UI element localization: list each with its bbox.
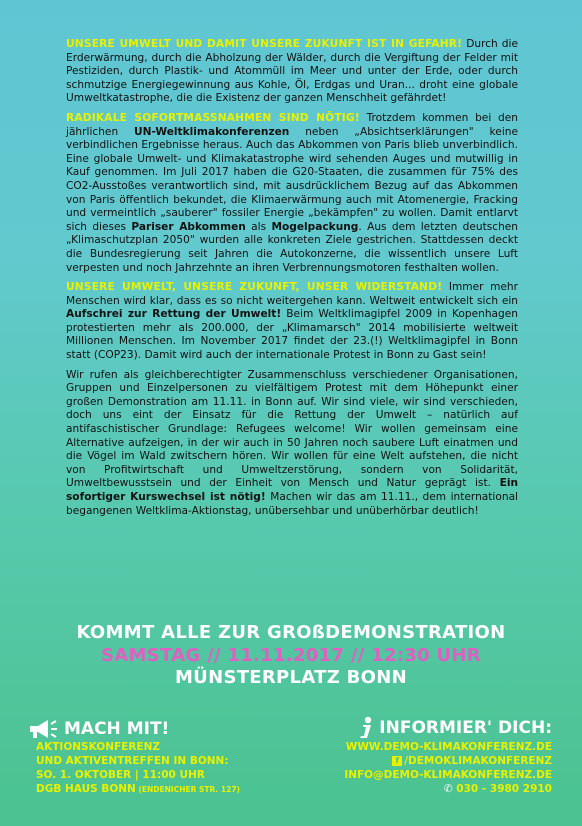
facebook-row[interactable] xyxy=(302,754,552,768)
paragraph-4 xyxy=(66,369,518,519)
headline-3: UNSERE UMWELT, UNSERE ZUKUNFT, UNSER WIDERSTAND! xyxy=(66,281,443,294)
paragraph-1-text: Durch die Erderwärmung, durch die Abholzung der Wälder, durch die Vergiftung der Felder mit Pestiziden, durch Plastik- und Atommüll im Meer und unter der Erde, oder durch schmutzige Energiegewinnung aus Kohle, Öl, Erdgas und Uran... droht eine globale Umweltkatastrophe, die die Existenz der ganzen Menschheit gefährdet! xyxy=(66,38,518,105)
website-link[interactable]: WWW.DEMO-KLIMAKONFERENZ.DE xyxy=(345,741,552,753)
p4-t2: Machen wir das am 11.11., dem international begangenen Weltklima-Aktionstag, unübersehbar und unüberhörbar deutlich! xyxy=(66,491,519,517)
mitmach-header xyxy=(28,718,288,740)
p2-t2: neben „Absichtserklärungen" keine verbindlichen Ergebnisse heraus. Auch das Abkommen von Paris blieb unverbindlich. Eine globale Umwelt- und Klimakatastrophe wird sehenden Auges und mutwillig in Kauf genommen. Im Juli 2017 haben die G20-Staaten, die zusammen für 75% des CO2-Ausstoßes verantwortlich sind, mit ausdrücklichem Bezug auf das Abkommen von Paris öffentlich bekundet, die Klimaerwärmung auch mit Atomenergie, Fracking und vermeintlich „sauberer" fossiler Energie „bekämpfen" zu wollen. Damit entlarvt sich dieses xyxy=(66,125,518,233)
p3-t2: Beim Weltklimagipfel 2009 in Kopenhagen protestierten mehr als 200.000, der „Klimamarsch" 2014 mobilisierte weltweit Millionen Menschen. Im November 2017 findet der 23.(!) Weltklimagipfel in Bonn statt (COP23). Damit wird auch der internationale Protest in Bonn zu Gast sein! xyxy=(66,308,518,362)
paragraph-3 xyxy=(66,281,518,363)
megaphone-icon xyxy=(28,718,58,740)
mitmach-block xyxy=(28,718,288,797)
p2-t1: Trotzdem kommen bei den jährlichen xyxy=(66,111,518,138)
p2-b3: Mogelpackung xyxy=(271,220,359,233)
paragraph-1 xyxy=(66,38,518,106)
info-details xyxy=(302,740,552,796)
email-link[interactable]: INFO@DEMO-KLIMAKONFERENZ.DE xyxy=(344,769,552,781)
mitmach-line-4 xyxy=(36,782,288,797)
phone-row xyxy=(302,782,552,796)
paragraph-2 xyxy=(66,112,518,275)
p4-b1: Ein sofortiger Kurswechsel ist nötig! xyxy=(66,477,518,503)
p2-t4: . Aus dem letzten deutschen „Klimaschutzplan 2050" wurden alle konkreten Ziele gestrichen. Stattdessen deckt die Bundesregierung seit Jahren die Autokonzerne, die wissentlich unsere Luft verpesten und noch Jahrzehnte an ihren Verbrennungsmotoren festhalten wollen. xyxy=(66,220,519,274)
headline-1: UNSERE UMWELT UND DAMIT UNSERE ZUKUNFT IST IN GEFAHR! xyxy=(66,38,463,50)
mitmach-line-1: AKTIONSKONFERENZ xyxy=(36,741,160,753)
phone-icon: ✆ xyxy=(443,783,457,795)
info-title: INFORMIER' DICH: xyxy=(379,718,552,738)
body-text xyxy=(66,38,518,524)
mitmach-venue: DGB HAUS BONN xyxy=(36,783,136,795)
cta-location: MÜNSTERPLATZ BONN xyxy=(174,667,408,688)
cta-date: SAMSTAG // 11.11.2017 // 12:30 UHR xyxy=(101,645,481,666)
cta-line-1: KOMMT ALLE ZUR GROßDEMONSTRATION xyxy=(76,622,506,643)
facebook-link[interactable]: /DEMOKLIMAKONFERENZ xyxy=(404,755,552,767)
p2-t3: als xyxy=(245,220,272,233)
p4-t1: Wir rufen als gleichberechtigter Zusammenschluss verschiedener Organisationen, Gruppen und Einzelpersonen zu vielfältigem Protest mit dem Höhepunkt einer großen Demonstration am 11.11. in Bonn auf. Wir sind viele, wir sind verschieden, doch uns eint der Einsatz für die Rettung der Umwelt – natürlich auf antifaschistischer Grundlage: Refugees welcome! Wir wollen gemeinsam eine Alternative aufzeigen, in der wir auch in 50 Jahren noch saubere Luft einatmen und die Vögel im Wald zwitschern hören. Wir wollen für eine Welt aufstehen, die nicht von Profitwirtschaft und Umweltzerstörung, sondern von Solidarität, Umweltbewusstsein und der Einheit von Mensch und Natur geprägt ist. xyxy=(66,368,518,490)
facebook-icon: f xyxy=(392,756,402,766)
mitmach-title: MACH MIT! xyxy=(64,719,170,739)
mitmach-line-2: UND AKTIVENTREFFEN IN BONN: xyxy=(36,755,229,767)
phone-number: 030 - 3980 2910 xyxy=(456,783,552,795)
mitmach-details xyxy=(36,740,288,797)
info-block xyxy=(302,716,552,796)
info-icon xyxy=(357,716,375,740)
p2-b1: UN-Weltklimakonferenzen xyxy=(134,125,290,138)
headline-2: RADIKALE SOFORTMASSNAHMEN SIND NÖTIG! xyxy=(66,111,360,124)
p3-b1: Aufschrei zur Rettung der Umwelt! xyxy=(66,308,282,321)
info-header xyxy=(302,716,552,740)
mitmach-address: (ENDENICHER STR. 127) xyxy=(135,785,240,794)
p3-t1: Immer mehr Menschen wird klar, dass es so nicht weitergehen kann. Weltweit entwickelt sich ein xyxy=(66,281,518,307)
p2-b2: Pariser Abkommen xyxy=(131,220,246,233)
mitmach-line-3: SO. 1. OKTOBER | 11:00 UHR xyxy=(36,769,205,781)
